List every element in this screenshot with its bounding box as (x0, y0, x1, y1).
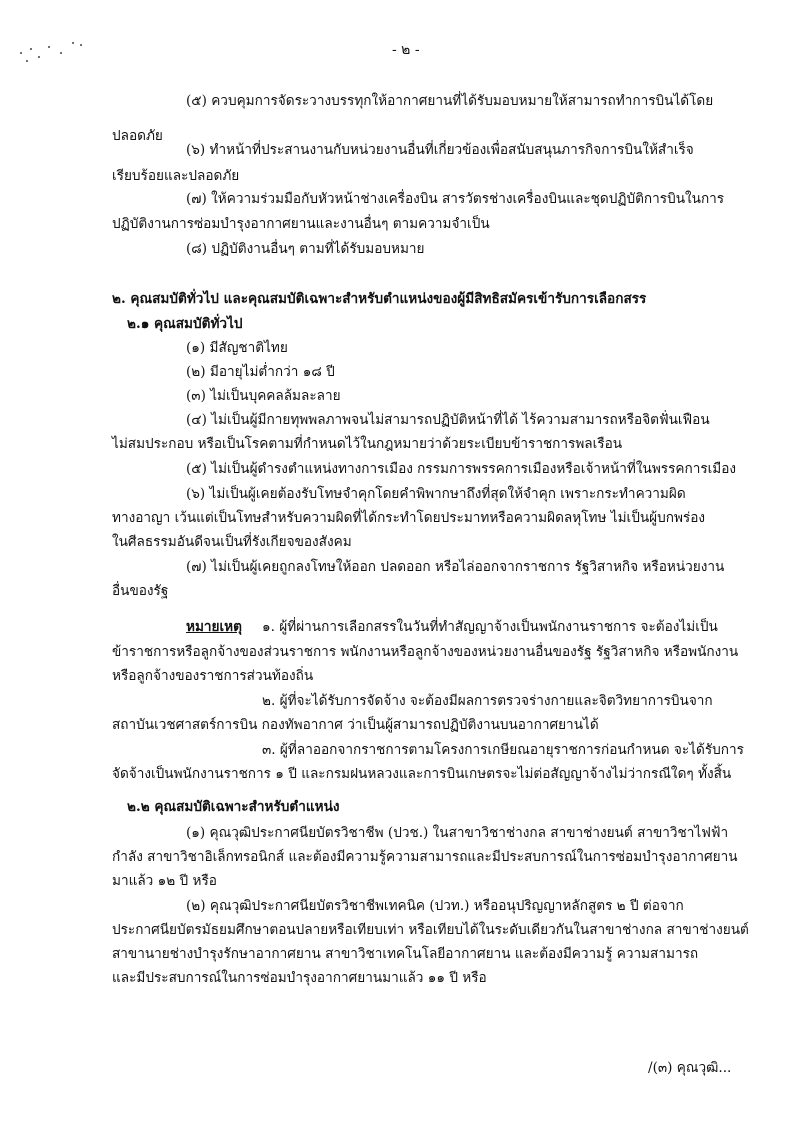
general-6-line2: ทางอาญา เว้นแต่เป็นโทษสำหรับความผิดที่ได้กระทำโดยประมาทหรือความผิดลหุโทษ ไม่เป็นผู้บกพร่อง (112, 510, 706, 526)
note-3-line1: ๓. ผู้ที่ลาออกจากราชการตามโครงการเกษียณอายุราชการก่อนกำหนด จะได้รับการ (262, 742, 744, 758)
note-1-line1: ๑. ผู้ที่ผ่านการเลือกสรรในวันที่ทำสัญญาจ้างเป็นพนักงานราชการ จะต้องไม่เป็น (262, 619, 718, 635)
specific-2-line3: สาขานายช่างบำรุงรักษาอากาศยาน สาขาวิชาเทคโนโลยีอากาศยาน และต้องมีความรู้ ความสามารถ (112, 946, 699, 962)
duty-5-line1: (๕) ควบคุมการจัดระวางบรรทุกให้อากาศยานที่ได้รับมอบหมายให้สามารถทำการบินได้โดย (186, 93, 714, 109)
general-4-line1: (๔) ไม่เป็นผู้มีกายทุพพลภาพจนไม่สามารถปฏิบัติหน้าที่ได้ ไร้ความสามารถหรือจิตฟั่นเฟือน (186, 412, 710, 428)
scan-specks (18, 38, 88, 66)
continuation-footer: /(๓) คุณวุฒิ... (648, 1060, 732, 1076)
note-1-line2: ข้าราชการหรือลูกจ้างของส่วนราชการ พนักงานหรือลูกจ้างของหน่วยงานอื่นของรัฐ รัฐวิสาหกิจ หรือพนักงาน (112, 644, 739, 660)
duty-5-line2: ปลอดภัย (112, 128, 163, 144)
specific-2-line1: (๒) คุณวุฒิประกาศนียบัตรวิชาชีพเทคนิค (ปวท.) หรืออนุปริญญาหลักสูตร ๒ ปี ต่อจาก (186, 898, 684, 914)
note-2-line2: สถาบันเวชศาสตร์การบิน กองทัพอากาศ ว่าเป็นผู้สามารถปฏิบัติงานบนอากาศยานได้ (112, 717, 599, 733)
section-2-1-heading: ๒.๑ คุณสมบัติทั่วไป (127, 316, 243, 332)
specific-1-line1: (๑) คุณวุฒิประกาศนียบัตรวิชาชีพ (ปวช.) ในสาขาวิชาช่างกล สาขาช่างยนต์ สาขาวิชาไฟฟ้า (186, 825, 729, 841)
specific-2-line4: และมีประสบการณ์ในการซ่อมบำรุงอากาศยานมาแล้ว ๑๑ ปี หรือ (112, 970, 487, 986)
general-6-line1: (๖) ไม่เป็นผู้เคยต้องรับโทษจำคุกโดยคำพิพากษาถึงที่สุดให้จำคุก เพราะกระทำความผิด (186, 486, 686, 502)
general-7-line2: อื่นของรัฐ (112, 583, 169, 599)
general-4-line2: ไม่สมประกอบ หรือเป็นโรคตามที่กำหนดไว้ในกฎหมายว่าด้วยระเบียบข้าราชการพลเรือน (112, 436, 623, 452)
duty-6-line1: (๖) ทำหน้าที่ประสานงานกับหน่วยงานอื่นที่เกี่ยวข้องเพื่อสนับสนุนภารกิจการบินให้สำเร็จ (186, 142, 694, 158)
general-2: (๒) มีอายุไม่ต่ำกว่า ๑๘ ปี (186, 364, 335, 380)
duty-6-line2: เรียบร้อยและปลอดภัย (112, 168, 240, 184)
section-2-2-heading: ๒.๒ คุณสมบัติเฉพาะสำหรับตำแหน่ง (127, 799, 340, 815)
note-2-line1: ๒. ผู้ที่จะได้รับการจัดจ้าง จะต้องมีผลการตรวจร่างกายและจิตวิทยาการบินจาก (262, 693, 713, 709)
general-5: (๕) ไม่เป็นผู้ดำรงตำแหน่งทางการเมือง กรรมการพรรคการเมืองหรือเจ้าหน้าที่ในพรรคการเมือง (186, 461, 737, 477)
specific-2-line2: ประกาศนียบัตรมัธยมศึกษาตอนปลายหรือเทียบเท่า หรือเทียบได้ในระดับเดียวกันในสาขาช่างกล สาขาช่างยนต์ (112, 922, 749, 938)
duty-7-line1: (๗) ให้ความร่วมมือกับหัวหน้าช่างเครื่องบิน สารวัตรช่างเครื่องบินและชุดปฏิบัติการบินในการ (186, 191, 725, 207)
note-1-line3: หรือลูกจ้างของราชการส่วนท้องถิ่น (112, 668, 314, 684)
general-7-line1: (๗) ไม่เป็นผู้เคยถูกลงโทษให้ออก ปลดออก หรือไล่ออกจากราชการ รัฐวิสาหกิจ หรือหน่วยงาน (186, 559, 725, 575)
duty-8: (๘) ปฏิบัติงานอื่นๆ ตามที่ได้รับมอบหมาย (186, 241, 425, 257)
note-label: หมายเหตุ (186, 619, 242, 635)
specific-1-line3: มาแล้ว ๑๒ ปี หรือ (112, 873, 217, 889)
specific-1-line2: กำลัง สาขาวิชาอิเล็กทรอนิกส์ และต้องมีความรู้ความสามารถและมีประสบการณ์ในการซ่อมบำรุงอากาศยาน (112, 849, 738, 865)
general-6-line3: ในศีลธรรมอันดีจนเป็นที่รังเกียจของสังคม (112, 534, 352, 550)
general-1: (๑) มีสัญชาติไทย (186, 340, 288, 356)
section-2-heading: ๒. คุณสมบัติทั่วไป และคุณสมบัติเฉพาะสำหรับตำแหน่งของผู้มีสิทธิสมัครเข้ารับการเลือกสรร (112, 291, 647, 307)
duty-7-line2: ปฏิบัติงานการซ่อมบำรุงอากาศยานและงานอื่นๆ ตามความจำเป็น (112, 216, 490, 232)
page-number: - ๒ - (392, 42, 420, 58)
general-3: (๓) ไม่เป็นบุคคลล้มละลาย (186, 388, 341, 404)
note-3-line2: จัดจ้างเป็นพนักงานราชการ ๑ ปี และกรมฝนหลวงและการบินเกษตรจะไม่ต่อสัญญาจ้างไม่ว่ากรณีใดๆ ทั้งสิ้น (112, 766, 732, 782)
